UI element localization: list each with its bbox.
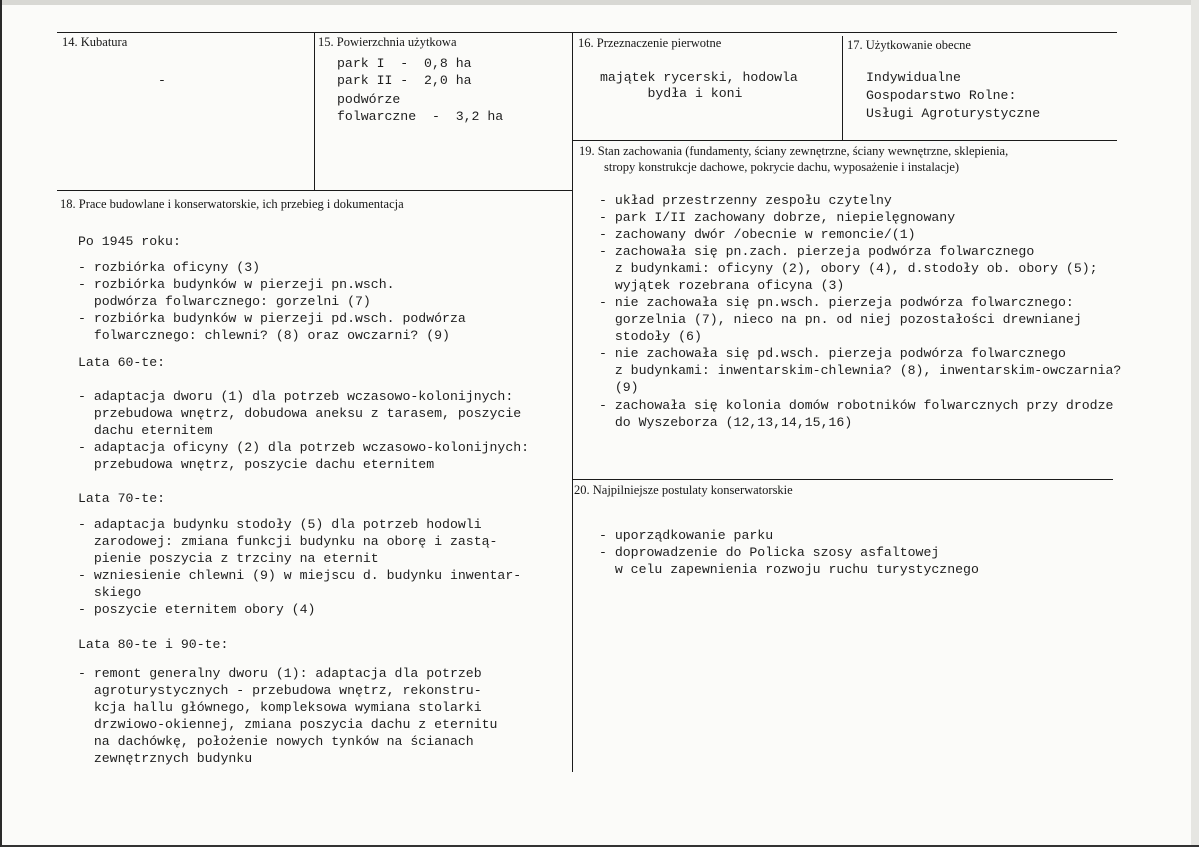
field-15-label: 15. Powierzchnia użytkowa	[318, 35, 457, 49]
top-rule	[57, 32, 1117, 33]
divider-16-17	[842, 36, 843, 140]
section-line: zewnętrznych budynku	[78, 751, 253, 766]
section-heading: Lata 60-te:	[78, 355, 166, 370]
field-16-line: bydła i koni	[600, 86, 743, 101]
field-14-label: 14. Kubatura	[62, 35, 128, 49]
field-19-line: z budynkami: oficyny (2), obory (4), d.stodoły ob. obory (5);	[599, 261, 1098, 276]
field-19-line: gorzelnia (7), nieco na pn. od niej pozostałości drewnianej	[599, 312, 1082, 327]
section-line: drzwiowo-okiennej, zmiana poszycia dachu z eternitu	[78, 717, 498, 732]
section-line: - adaptacja budynku stodoły (5) dla potrzeb hodowli	[78, 517, 482, 532]
field-15-line: park I - 0,8 ha	[337, 56, 472, 71]
field-19-line: - park I/II zachowany dobrze, niepielęgnowany	[599, 210, 956, 225]
section-line: - remont generalny dworu (1): adaptacja dla potrzeb	[78, 666, 482, 681]
field-19-line: z budynkami: inwentarskim-chlewnia? (8), inwentarskim-owczarnia?	[599, 363, 1122, 378]
field-19-line: - nie zachowała się pd.wsch. pierzeja podwórza folwarcznego	[599, 346, 1066, 361]
field-15-line: podwórze	[337, 92, 401, 107]
field-19-line: stodoły (6)	[599, 329, 702, 344]
field-19-line: - zachowała się pn.zach. pierzeja podwórza folwarcznego	[599, 244, 1035, 259]
field-19-label-line-2: stropy konstrukcje dachowe, pokrycie dachu, wyposażenie i instalacje)	[604, 160, 960, 174]
field-15-line: park II - 2,0 ha	[337, 73, 472, 88]
field-17-line: Indywidualne	[866, 70, 961, 85]
field-20-line: w celu zapewnienia rozwoju ruchu turystycznego	[599, 562, 979, 577]
field-19-line: - układ przestrzenny zespołu czytelny	[599, 193, 892, 208]
field-19-line: - zachowany dwór /obecnie w remoncie/(1)	[599, 227, 916, 242]
field-19-line: - zachowała się kolonia domów robotników folwarcznych przy drodze	[599, 398, 1114, 413]
rule-below-14-15	[57, 190, 572, 191]
field-16-line: majątek rycerski, hodowla	[600, 70, 798, 85]
section-line: - poszycie eternitem obory (4)	[78, 602, 316, 617]
section-line: agroturystycznych - przebudowa wnętrz, rekonstru-	[78, 683, 482, 698]
section-line: dachu eternitem	[78, 423, 213, 438]
section-heading: Lata 70-te:	[78, 491, 166, 506]
field-19-label-line-1: 19. Stan zachowania (fundamenty, ściany zewnętrzne, ściany wewnętrzne, sklepienia,	[579, 144, 1009, 158]
field-19-line: do Wyszeborza (12,13,14,15,16)	[599, 415, 853, 430]
field-20-line: - doprowadzenie do Policka szosy asfaltowej	[599, 545, 940, 560]
field-14-value: -	[158, 73, 166, 88]
section-line: przebudowa wnętrz, poszycie dachu eternitem	[78, 457, 435, 472]
rule-below-16-17	[572, 140, 1117, 141]
paper-right-edge	[1191, 0, 1199, 847]
field-17-line: Usługi Agroturystyczne	[866, 106, 1041, 121]
section-line: zarodowej: zmiana funkcji budynku na oborę i zastą-	[78, 534, 498, 549]
section-line: skiego	[78, 585, 142, 600]
field-19-line: wyjątek rozebrana oficyna (3)	[599, 278, 845, 293]
section-line: pienie poszycia z trzciny na eternit	[78, 551, 379, 566]
divider-15-16	[572, 32, 573, 772]
section-line: folwarcznego: chlewni? (8) oraz owczarni? (9)	[78, 328, 450, 343]
field-17-line: Gospodarstwo Rolne:	[866, 88, 1017, 103]
field-19-line: - nie zachowała się pn.wsch. pierzeja podwórza folwarcznego:	[599, 295, 1074, 310]
field-17-label: 17. Użytkowanie obecne	[847, 38, 971, 52]
section-line: przebudowa wnętrz, dobudowa aneksu z tarasem, poszycie	[78, 406, 522, 421]
section-line: na dachówkę, położenie nowych tynków na ścianach	[78, 734, 474, 749]
field-19-line: (9)	[599, 380, 639, 395]
section-heading: Lata 80-te i 90-te:	[78, 637, 229, 652]
section-line: kcja hallu głównego, kompleksowa wymiana stolarki	[78, 700, 482, 715]
divider-14-15	[314, 32, 315, 190]
section-line: - rozbiórka budynków w pierzeji pd.wsch. podwórza	[78, 311, 466, 326]
section-line: - wzniesienie chlewni (9) w miejscu d. budynku inwentar-	[78, 568, 522, 583]
section-heading: Po 1945 roku:	[78, 234, 181, 249]
field-18-label: 18. Prace budowlane i konserwatorskie, ich przebieg i dokumentacja	[60, 197, 404, 211]
section-line: - adaptacja oficyny (2) dla potrzeb wczasowo-kolonijnych:	[78, 440, 530, 455]
section-line: - rozbiórka oficyny (3)	[78, 260, 261, 275]
section-line: podwórza folwarcznego: gorzelni (7)	[78, 294, 371, 309]
field-15-line: folwarczne - 3,2 ha	[337, 109, 504, 124]
field-16-label: 16. Przeznaczenie pierwotne	[578, 36, 722, 50]
paper-top-edge	[2, 0, 1199, 5]
section-line: - rozbiórka budynków w pierzeji pn.wsch.	[78, 277, 395, 292]
section-line: - adaptacja dworu (1) dla potrzeb wczasowo-kolonijnych:	[78, 389, 514, 404]
rule-above-20	[572, 479, 1113, 480]
field-20-label: 20. Najpilniejsze postulaty konserwatorskie	[574, 483, 793, 497]
field-20-line: - uporządkowanie parku	[599, 528, 774, 543]
